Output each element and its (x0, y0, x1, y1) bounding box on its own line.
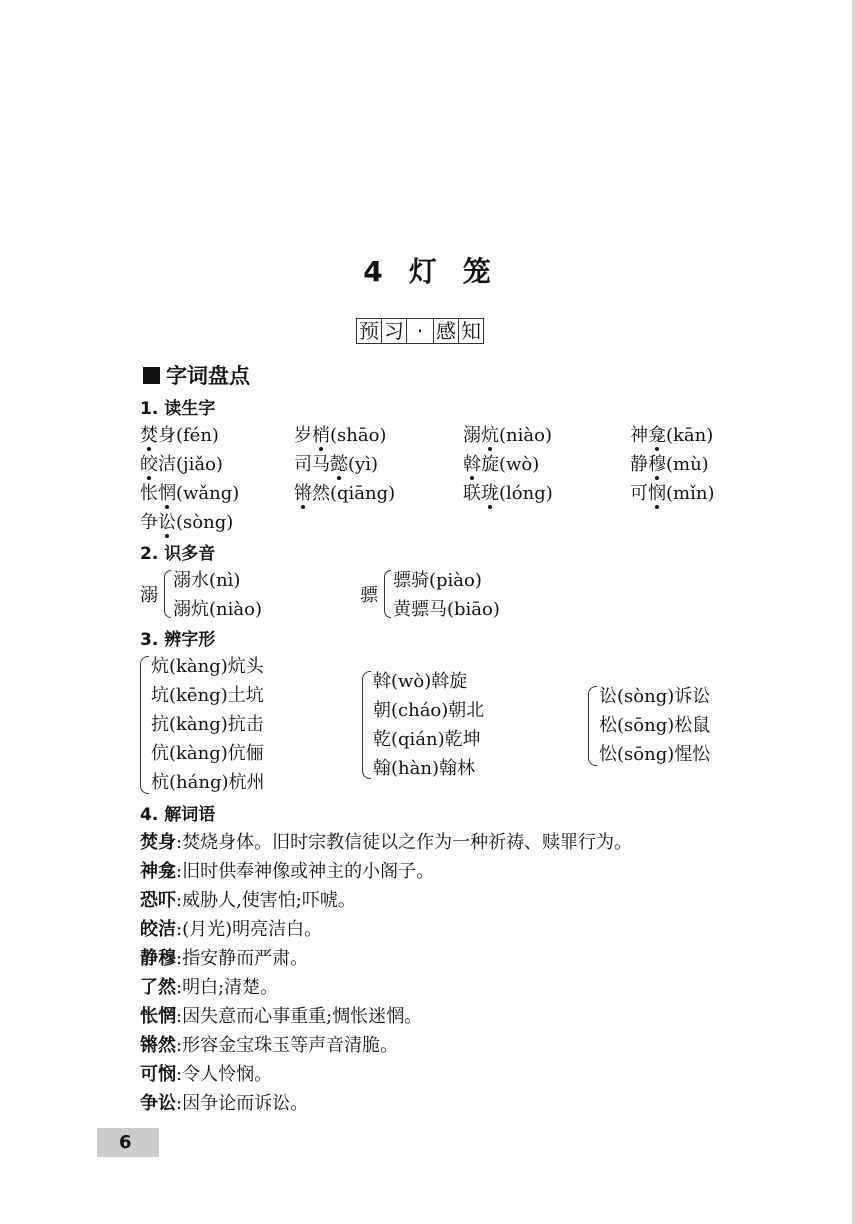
pinyin-item: 争讼(sòng) (140, 512, 234, 533)
pinyin-item: 皎洁(jiǎo) (140, 454, 223, 475)
title-char-1: 灯 (408, 255, 439, 288)
glyph-row: 乾(qián)乾坤 (373, 729, 481, 750)
definition-text: :明白;清楚。 (176, 977, 279, 998)
definition-term: 神龛 (140, 861, 176, 882)
definition-term: 怅惘 (140, 1006, 176, 1027)
glyph-row: 讼(sòng)诉讼 (599, 686, 711, 707)
definition-row (140, 973, 278, 999)
polyphone-reading: 溺水(nì) (173, 570, 241, 591)
pinyin-item: 联珑(lóng) (463, 483, 553, 504)
page-number: 6 (97, 1128, 159, 1157)
definition-row (140, 944, 308, 970)
definition-term: 争讼 (140, 1093, 176, 1114)
polyphone-char: 骠 (360, 585, 378, 606)
section-char: 知 (458, 318, 484, 344)
q2-title: 2. 识多音 (140, 544, 216, 564)
definition-term: 锵然 (140, 1035, 176, 1056)
definition-text: :(月光)明亮洁白。 (176, 919, 323, 940)
definition-term: 皎洁 (140, 919, 176, 940)
section-label-preview (356, 318, 483, 344)
pinyin-item: 锵然(qiāng) (294, 483, 396, 504)
section-dot: · (406, 318, 434, 344)
pinyin-item: 神龛(kān) (630, 425, 714, 446)
lesson-title (0, 250, 856, 290)
section-char: 感 (433, 318, 459, 344)
definition-row (140, 1031, 398, 1057)
pinyin-item: 溺炕(niào) (463, 425, 552, 446)
definition-text: :因争论而诉讼。 (176, 1093, 309, 1114)
definition-row (140, 886, 356, 912)
lesson-number: 4 (363, 255, 385, 288)
glyph-row: 炕(kàng)炕头 (151, 656, 264, 677)
pinyin-item: 司马懿(yì) (294, 454, 378, 475)
pinyin-item: 斡旋(wò) (463, 454, 540, 475)
definition-term: 了然 (140, 977, 176, 998)
page-edge-shadow (852, 0, 856, 1224)
brace-mark (588, 686, 597, 766)
title-char-2: 笼 (462, 255, 493, 288)
definition-row (140, 1060, 272, 1086)
definition-row (140, 1002, 422, 1028)
polyphone-reading: 骠骑(piào) (393, 570, 482, 591)
square-bullet-icon (143, 367, 160, 384)
definition-term: 焚身 (140, 832, 176, 853)
glyph-row: 斡(wò)斡旋 (373, 671, 468, 692)
definition-text: :令人怜悯。 (176, 1064, 273, 1085)
section-char: 习 (381, 318, 407, 344)
polyphone-reading: 溺炕(niào) (173, 599, 262, 620)
section-char: 预 (356, 318, 382, 344)
glyph-row: 抗(kàng)抗击 (151, 714, 264, 735)
glyph-row: 朝(cháo)朝北 (373, 700, 485, 721)
glyph-row: 忪(sōng)惺忪 (599, 744, 711, 765)
definition-text: :焚烧身体。旧时宗教信徒以之作为一种祈祷、赎罪行为。 (176, 832, 633, 853)
glyph-row: 翰(hàn)翰林 (373, 758, 475, 779)
pinyin-item: 怅惘(wǎng) (140, 483, 240, 504)
definition-text: :旧时供奉神像或神主的小阁子。 (176, 861, 435, 882)
definition-text: :因失意而心事重重;惆怅迷惘。 (176, 1006, 423, 1027)
vocab-heading-text: 字词盘点 (166, 364, 250, 388)
definition-term: 可悯 (140, 1064, 176, 1085)
brace-mark (140, 656, 149, 794)
definition-term: 静穆 (140, 948, 176, 969)
brace-mark (384, 570, 391, 618)
definition-text: :威胁人,使害怕;吓唬。 (176, 890, 356, 911)
glyph-row: 松(sōng)松鼠 (599, 715, 711, 736)
glyph-row: 坑(kēng)土坑 (151, 685, 264, 706)
polyphone-reading: 黄骠马(biāo) (393, 599, 500, 620)
definition-row (140, 857, 434, 883)
pinyin-item: 岁梢(shāo) (294, 425, 387, 446)
pinyin-item: 焚身(fén) (140, 425, 219, 446)
vocab-heading (143, 360, 250, 390)
definition-text: :指安静而严肃。 (176, 948, 309, 969)
definition-text: :形容金宝珠玉等声音清脆。 (176, 1035, 399, 1056)
brace-mark (362, 671, 371, 779)
pinyin-item: 可悯(mǐn) (630, 483, 715, 504)
definition-row (140, 915, 322, 941)
pinyin-item: 静穆(mù) (630, 454, 709, 475)
q1-title: 1. 读生字 (140, 399, 216, 419)
definition-row (140, 828, 632, 854)
polyphone-char: 溺 (140, 585, 158, 606)
glyph-row: 杭(háng)杭州 (151, 772, 265, 793)
q3-title: 3. 辨字形 (140, 630, 216, 650)
glyph-row: 伉(kàng)伉俪 (151, 743, 264, 764)
definition-row (140, 1089, 308, 1115)
brace-mark (164, 570, 171, 618)
q4-title: 4. 解词语 (140, 805, 216, 825)
definition-term: 恐吓 (140, 890, 176, 911)
